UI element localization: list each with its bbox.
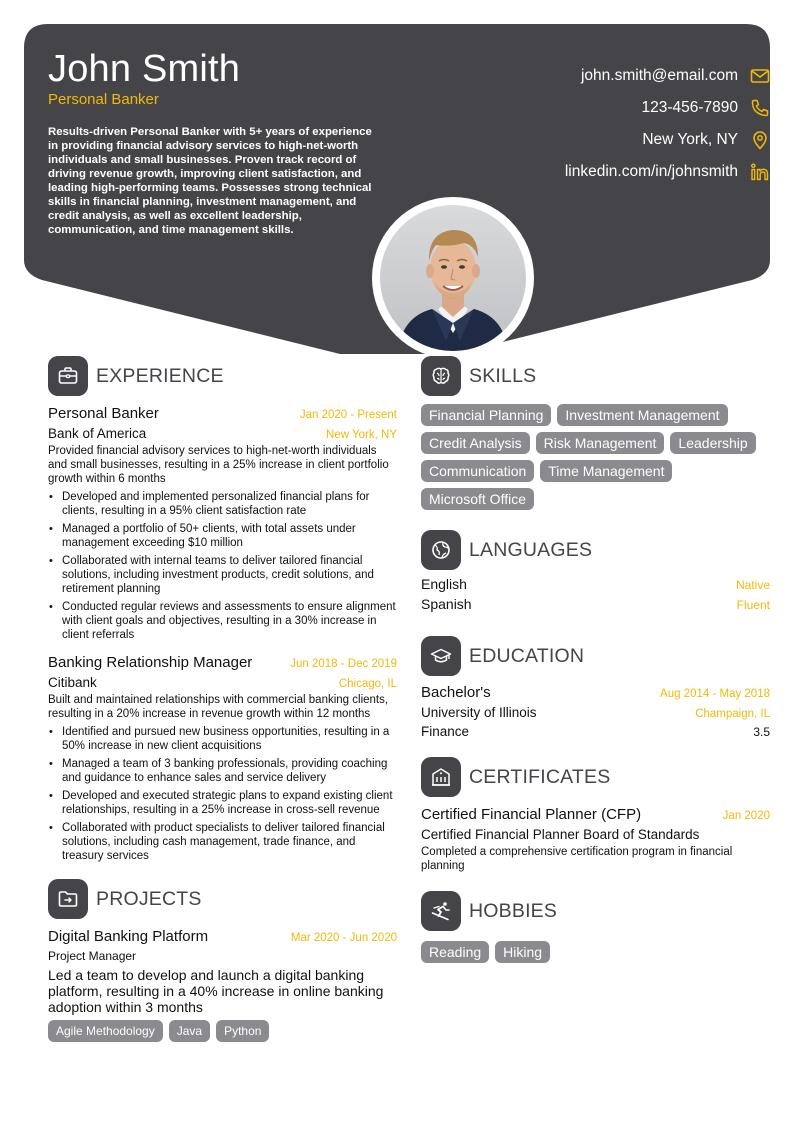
projects-heading: PROJECTS bbox=[96, 887, 202, 910]
skills-tags bbox=[421, 404, 770, 510]
skill-tag: Investment Management bbox=[557, 404, 727, 426]
professional-summary: Results-driven Personal Banker with 5+ years of experience in providing financial advisory services to high-net-worth individuals and small businesses. Proven track record of driving revenue growth, improving client satisfaction, and leading high-performing teams. Possesses strong technical skills in financial planning, investment management, and credit analysis, as well as excellent leadership, communication, and time management skills. bbox=[48, 126, 372, 236]
job-entry-description: Provided financial advisory services to high-net-worth individuals and small businesses, resulting in a 25% increase in client portfolio growth within 6 months bbox=[48, 445, 389, 485]
skill-tag: Time Management bbox=[540, 460, 672, 482]
education-entry bbox=[421, 684, 770, 739]
experience-entry bbox=[48, 405, 397, 642]
gpa: 3.5 bbox=[753, 725, 770, 739]
education-heading: EDUCATION bbox=[469, 644, 585, 667]
bullet-item: • Managed a portfolio of 50+ clients, with total assets under management exceeding $10 million bbox=[48, 522, 397, 550]
projects-section-header bbox=[48, 879, 397, 919]
experience-section-header bbox=[48, 356, 397, 396]
skill-tag: Risk Management bbox=[536, 432, 665, 454]
language-row bbox=[421, 576, 770, 596]
bullet-item: • Developed and executed strategic plans to expand existing client relationships, resulting in a 25% increase in cross-sell revenue bbox=[48, 789, 397, 817]
contact-email[interactable] bbox=[581, 64, 770, 88]
language-name: Spanish bbox=[421, 596, 472, 612]
bullet-item: • Conducted regular reviews and assessments to ensure alignment with client goals and objectives, resulting in a 30% increase in client referrals bbox=[48, 600, 397, 642]
phone-icon bbox=[750, 98, 770, 118]
graduation-cap-icon bbox=[421, 636, 461, 676]
experience-heading: EXPERIENCE bbox=[96, 364, 224, 387]
job-entry-title: Personal Banker bbox=[48, 405, 159, 422]
language-row bbox=[421, 596, 770, 616]
skill-tag: Leadership bbox=[670, 432, 755, 454]
contact-phone[interactable] bbox=[641, 96, 770, 120]
globe-icon bbox=[421, 530, 461, 570]
certificate-entry bbox=[421, 806, 770, 873]
profile-photo bbox=[380, 205, 526, 351]
contact-linkedin[interactable] bbox=[565, 160, 770, 184]
linkedin-icon bbox=[750, 162, 770, 182]
languages-section-header bbox=[421, 530, 770, 570]
brain-icon bbox=[421, 356, 461, 396]
bullet-item: • Developed and implemented personalized financial plans for clients, resulting in a 95% client satisfaction rate bbox=[48, 490, 397, 518]
project-tag: Java bbox=[169, 1020, 210, 1042]
job-entry-date: Jun 2018 - Dec 2019 bbox=[290, 658, 397, 670]
skill-tag: Financial Planning bbox=[421, 404, 551, 426]
folder-icon bbox=[48, 879, 88, 919]
hobby-tag: Hiking bbox=[495, 941, 550, 963]
contact-location bbox=[642, 128, 770, 152]
education-section-header bbox=[421, 636, 770, 676]
certificate-title: Certified Financial Planner (CFP) bbox=[421, 806, 642, 823]
project-title: Digital Banking Platform bbox=[48, 928, 209, 945]
field-of-study: Finance bbox=[421, 724, 470, 739]
language-level: Native bbox=[735, 578, 770, 592]
profile-photo-frame bbox=[372, 197, 534, 359]
hobbies-tags bbox=[421, 941, 770, 963]
skill-tag: Credit Analysis bbox=[421, 432, 530, 454]
left-column bbox=[48, 356, 397, 1042]
certificate-issuer: Certified Financial Planner Board of Standards bbox=[421, 827, 700, 842]
skier-icon bbox=[421, 891, 461, 931]
right-column bbox=[421, 356, 770, 963]
contact-phone-text[interactable]: 123-456-7890 bbox=[641, 99, 738, 116]
job-entry-title: Banking Relationship Manager bbox=[48, 654, 253, 671]
job-title: Personal Banker bbox=[48, 91, 159, 108]
certificate-description: Completed a comprehensive certification program in financial planning bbox=[421, 846, 733, 872]
building-icon bbox=[421, 757, 461, 797]
hobbies-section-header bbox=[421, 891, 770, 931]
project-tag: Python bbox=[216, 1020, 269, 1042]
skills-heading: SKILLS bbox=[469, 364, 537, 387]
location-pin-icon bbox=[750, 130, 770, 150]
skill-tag: Communication bbox=[421, 460, 534, 482]
mail-icon bbox=[750, 66, 770, 86]
hobby-tag: Reading bbox=[421, 941, 489, 963]
job-entry-description: Built and maintained relationships with commercial banking clients, resulting in a 20% increase in revenue growth within 12 months bbox=[48, 694, 389, 720]
degree: Bachelor's bbox=[421, 684, 491, 701]
language-level: Fluent bbox=[736, 598, 770, 612]
hobbies-heading: HOBBIES bbox=[469, 899, 558, 922]
bullet-item: • Identified and pursued new business opportunities, resulting in a 50% increase in new client acquisitions bbox=[48, 725, 397, 753]
education-date: Aug 2014 - May 2018 bbox=[660, 688, 770, 700]
contact-email-text[interactable]: john.smith@email.com bbox=[580, 67, 738, 84]
job-entry-bullets bbox=[48, 725, 397, 863]
project-tag: Agile Methodology bbox=[48, 1020, 163, 1042]
project-role: Project Manager bbox=[48, 949, 137, 963]
job-entry-location: Chicago, IL bbox=[338, 678, 397, 690]
certificates-section-header bbox=[421, 757, 770, 797]
school-name: University of Illinois bbox=[421, 705, 537, 720]
languages-list bbox=[421, 576, 770, 616]
contact-location-text: New York, NY bbox=[642, 131, 738, 148]
job-entry-company: Bank of America bbox=[48, 426, 147, 441]
job-entry-location: New York, NY bbox=[326, 429, 397, 441]
job-entry-bullets bbox=[48, 490, 397, 642]
school-location: Champaign, IL bbox=[695, 708, 770, 720]
project-entry bbox=[48, 928, 397, 1042]
language-name: English bbox=[421, 576, 467, 592]
contact-linkedin-text[interactable]: linkedin.com/in/johnsmith bbox=[564, 163, 738, 180]
project-description: Led a team to develop and launch a digital banking platform, resulting in a 40% increase in online banking adoption within 3 months bbox=[48, 967, 384, 1015]
skill-tag: Microsoft Office bbox=[421, 488, 534, 510]
job-entry-company: Citibank bbox=[48, 675, 97, 690]
skills-section-header bbox=[421, 356, 770, 396]
bullet-item: • Managed a team of 3 banking professionals, providing coaching and guidance to enhance sales and service delivery bbox=[48, 757, 397, 785]
languages-heading: LANGUAGES bbox=[469, 538, 593, 561]
project-date: Mar 2020 - Jun 2020 bbox=[290, 932, 397, 944]
job-entry-date: Jan 2020 - Present bbox=[299, 409, 397, 421]
project-tags bbox=[48, 1020, 397, 1042]
certificate-date: Jan 2020 bbox=[722, 810, 770, 822]
candidate-name: John Smith bbox=[48, 48, 241, 90]
bullet-item: • Collaborated with product specialists to deliver tailored financial solutions, including cash management, trade finance, and treasury services bbox=[48, 821, 397, 863]
certificates-heading: CERTIFICATES bbox=[469, 765, 611, 788]
briefcase-icon bbox=[48, 356, 88, 396]
experience-entry bbox=[48, 654, 397, 863]
bullet-item: • Collaborated with internal teams to deliver tailored financial solutions, including investment products, credit solutions, and retirement planning bbox=[48, 554, 397, 596]
